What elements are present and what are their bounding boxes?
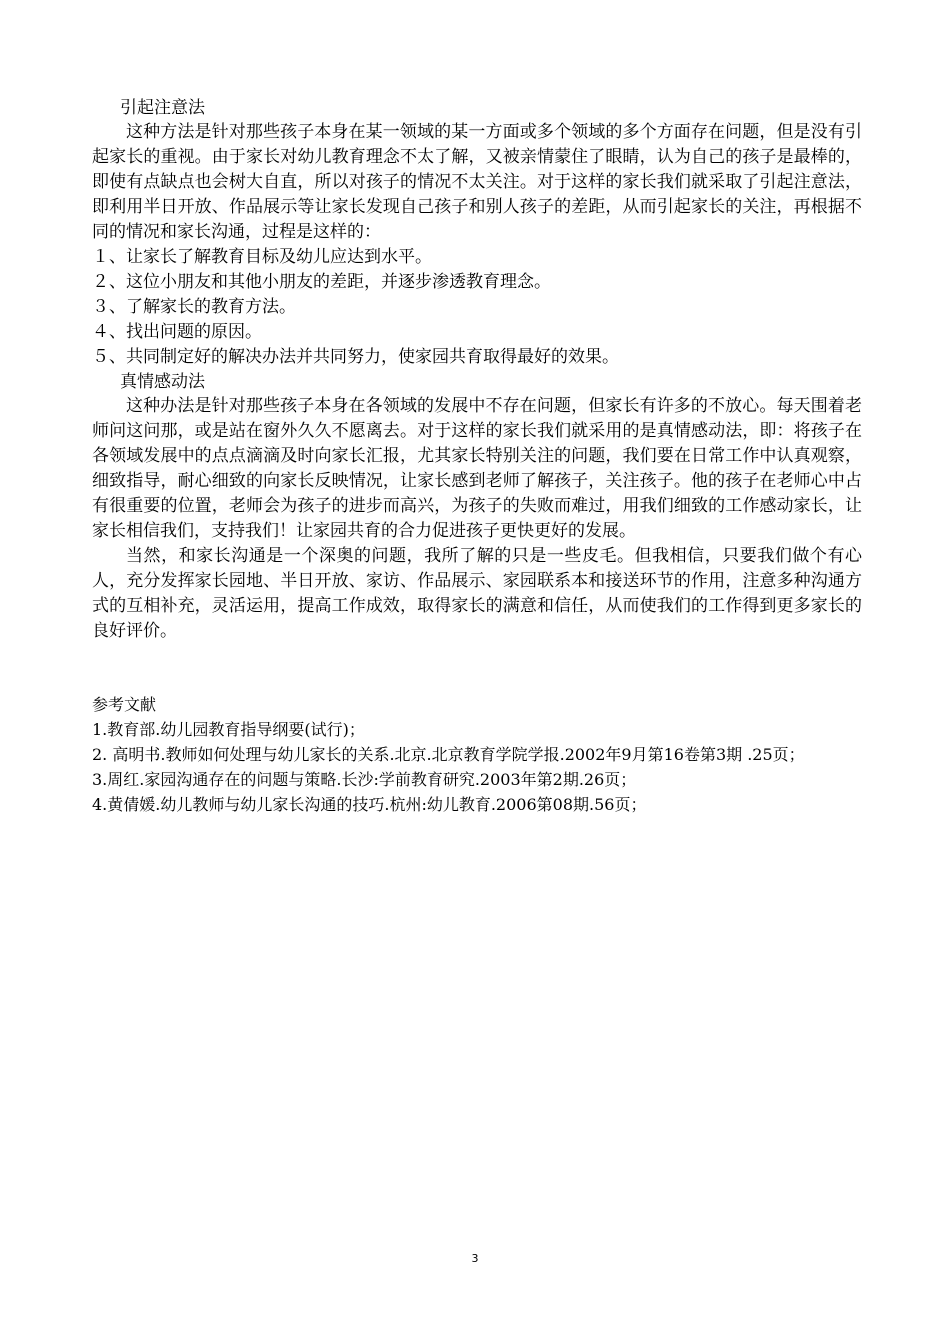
section-paragraph-attention: 这种方法是针对那些孩子本身在某一领域的某一方面或多个领域的多个方面存在问题，但是没有引起家长的重视。由于家长对幼儿教育理念不太了解，又被亲情蒙住了眼睛，认为自己的孩子是最棒的，即使有点缺点也会树大自直，所以对孩子的情况不太关注。对于这样的家长我们就采取了引起注意法，即利用半日开放、作品展示等让家长发现自己孩子和别人孩子的差距，从而引起家长的关注，再根据不同的情况和家长沟通，过程是这样的： <box>92 122 862 242</box>
reference-item: 3.周红.家园沟通存在的问题与策略.长沙:学前教育研究.2003年第2期.26页； <box>92 770 637 789</box>
section-heading-sincerity: 真情感动法 <box>120 372 205 392</box>
section-paragraph-sincerity: 这种办法是针对那些孩子本身在各领域的发展中不存在问题，但家长有许多的不放心。每天围着老师问这问那，或是站在窗外久久不愿离去。对于这样的家长我们就采用的是真情感动法，即：将孩子在各领域发展中的点点滴滴及时向家长汇报，尤其家长特别关注的问题，我们要在日常工作中认真观察，细致指导，耐心细致的向家长反映情况，让家长感到老师了解孩子，关注孩子。他的孩子在老师心中占有很重要的位置，老师会为孩子的进步而高兴，为孩子的失败而难过，用我们细致的工作感动家长，让家长相信我们，支持我们！让家园共育的合力促进孩子更快更好的发展。 <box>92 396 862 541</box>
document-body <box>92 96 862 817</box>
list-item: ４、找出问题的原因。 <box>92 322 262 342</box>
list-item: １、让家长了解教育目标及幼儿应达到水平。 <box>92 247 432 267</box>
reference-item: 4.黄倩媛.幼儿教师与幼儿家长沟通的技巧.杭州:幼儿教育.2006第08期.56页； <box>92 795 647 814</box>
references-title: 参考文献 <box>92 695 157 714</box>
spacer <box>92 644 862 692</box>
list-item: ５、共同制定好的解决办法并共同努力，使家园共育取得最好的效果。 <box>92 347 619 367</box>
conclusion-paragraph: 当然，和家长沟通是一个深奥的问题，我所了解的只是一些皮毛。但我相信，只要我们做个有心人，充分发挥家长园地、半日开放、家访、作品展示、家园联系本和接送环节的作用，注意多种沟通方式的互相补充，灵活运用，提高工作成效，取得家长的满意和信任，从而使我们的工作得到更多家长的良好评价。 <box>92 546 862 641</box>
list-item: ３、了解家长的教育方法。 <box>92 297 296 317</box>
reference-item: 2. 高明书.教师如何处理与幼儿家长的关系.北京.北京教育学院学报.2002年9月第16卷第3期 .25页； <box>92 745 805 764</box>
steps-list <box>92 245 862 370</box>
page-number: 3 <box>471 1252 479 1265</box>
section-heading-attention: 引起注意法 <box>120 98 205 118</box>
reference-item: 1.教育部.幼儿园教育指导纲要(试行)； <box>92 720 365 739</box>
references-list <box>92 717 862 817</box>
list-item: ２、这位小朋友和其他小朋友的差距，并逐步渗透教育理念。 <box>92 272 551 292</box>
